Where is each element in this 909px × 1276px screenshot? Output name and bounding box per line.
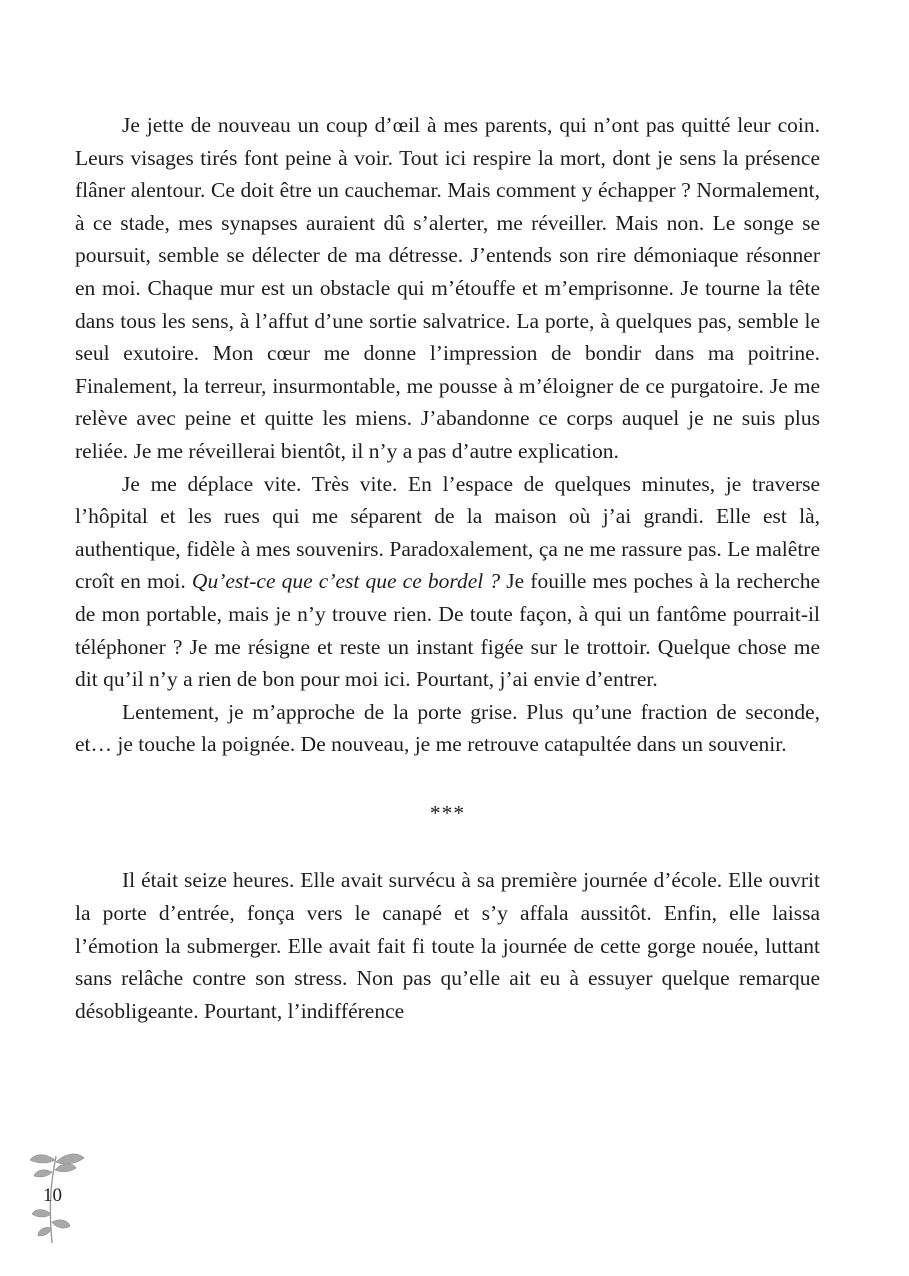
- paragraph-3: Lentement, je m’approche de la porte grise. Plus qu’une fraction de seconde, et… je touche la poignée. De nouveau, je me retrouve catapultée dans un souvenir.: [75, 699, 820, 757]
- paragraph-1: Je jette de nouveau un coup d’œil à mes parents, qui n’ont pas quitté leur coin. Leurs visages tirés font peine à voir. Tout ici respire la mort, dont je sens la présence flâner alentour. Ce doit être un cauchemar. Mais comment y échapper ? Normalement, à ce stade, mes synapses auraient dû s’alerter, me réveiller. Mais non. Le songe se poursuit, semble se délecter de ma détresse. J’entends son rire démoniaque résonner en moi. Chaque mur est un obstacle qui m’étouffe et m’emprisonne. Je tourne la tête dans tous les sens, à l’affut d’une sortie salvatrice. La porte, à quelques pas, semble le seul exutoire. Mon cœur me donne l’impression de bondir dans ma poitrine. Finalement, la terreur, insurmontable, me pousse à m’éloigner de ce purgatoire. Je me relève avec peine et quitte les miens. J’abandonne ce corps auquel je ne suis plus reliée. Je me réveillerai bientôt, il n’y a pas d’autre explication.: [75, 113, 820, 463]
- paragraph-4: Il était seize heures. Elle avait survécu à sa première journée d’école. Elle ouvrit la porte d’entrée, fonça vers le canapé et s’y affala aussitôt. Enfin, elle laissa l’émotion la submerger. Elle avait fait fi toute la journée de cette gorge nouée, luttant sans relâche contre son stress. Non pas qu’elle ait eu à essuyer quelque remarque désobligeante. Pourtant, l’indifférence: [75, 868, 820, 1023]
- page-number: 10: [43, 1185, 62, 1206]
- italic-phrase: Qu’est-ce que c’est que ce bordel ?: [191, 569, 501, 594]
- section-separator: ***: [429, 800, 466, 825]
- paragraph-2: Je me déplace vite. Très vite. En l’espace de quelques minutes, je traverse l’hôpital et les rues qui me séparent de la maison où j’ai grandi. Elle est là, authentique, fidèle à mes souvenirs. Paradoxalement, ça ne me rassure pas. Le malêtre croît en moi. Qu’est-ce que c’est que ce bordel ? Je fouille mes poches à la recherche de mon portable, mais je n’y trouve rien. De toute façon, à qui un fantôme pourrait-il téléphoner ? Je me résigne et reste un instant figée sur le trottoir. Quelque chose me dit qu’il n’y a rien de bon pour moi ici. Pourtant, j’ai envie d’entrer.: [75, 471, 821, 692]
- body-text: [75, 109, 820, 1027]
